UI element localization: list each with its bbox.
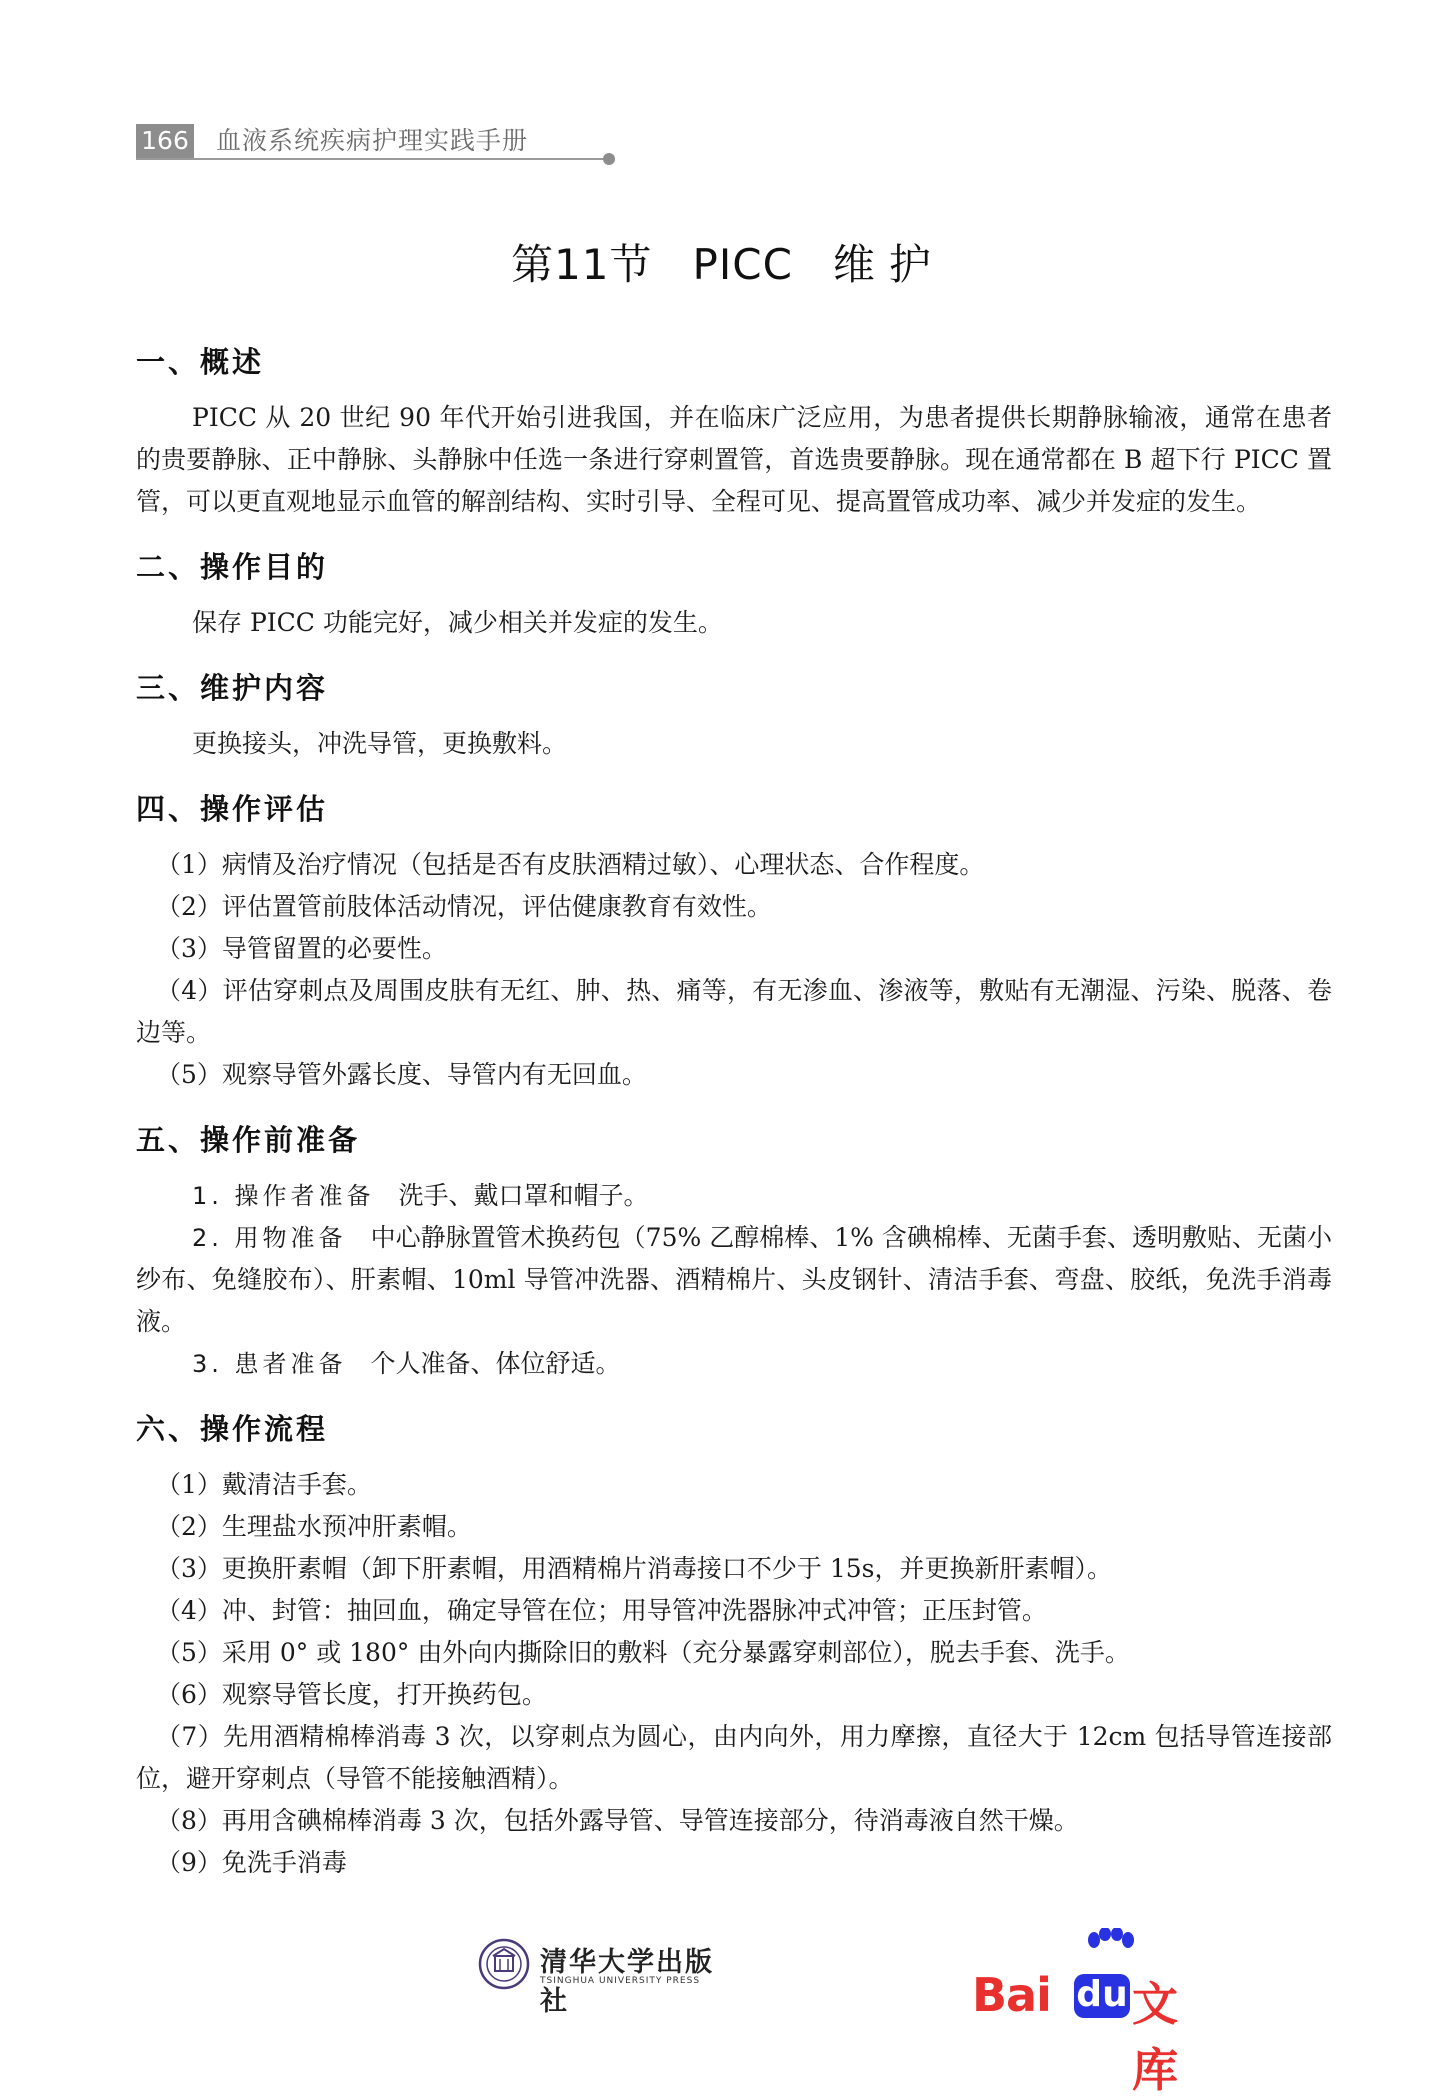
list-item-procedure-6: （6）观察导管长度，打开换药包。: [156, 1680, 547, 1709]
watermark-du: du: [1074, 1974, 1130, 2018]
list-item-procedure-8: （8）再用含碘棉棒消毒 3 次，包括外露导管、导管连接部分，待消毒液自然干燥。: [156, 1806, 1079, 1835]
book-title: 血液系统疾病护理实践手册: [216, 126, 529, 155]
list-item-procedure-2: （2）生理盐水预冲肝素帽。: [156, 1512, 472, 1541]
paragraph-overview: PICC 从 20 世纪 90 年代开始引进我国，并在临床广泛应用，为患者提供长期静脉输液，通常在患者的贵要静脉、正中静脉、头静脉中任选一条进行穿刺置管，首选贵要静脉。现在通常都在 B 超下行 PICC 置管，可以更直观地显示血管的解剖结构、实时引导、全程可见、提高置管成功率、减少并发症的发生。: [136, 403, 1332, 516]
section-title: [0, 232, 1456, 292]
publisher-english-name: TSINGHUA UNIVERSITY PRESS: [540, 1976, 701, 1986]
section-name: 维护: [832, 240, 945, 289]
list-item-assessment-1: （1）病情及治疗情况（包括是否有皮肤酒精过敏）、心理状态、合作程度。: [156, 850, 985, 879]
list-item-procedure-4: （4）冲、封管：抽回血，确定导管在位；用导管冲洗器脉冲式冲管；正压封管。: [156, 1596, 1047, 1625]
watermark-bai: Bai: [972, 1968, 1051, 2022]
prep-label: 3. 患者准备: [192, 1350, 347, 1378]
paragraph-maintenance-content: 更换接头，冲洗导管，更换敷料。: [192, 729, 568, 758]
watermark-wenku: 文库: [1132, 1977, 1178, 2097]
list-item-procedure-9: （9）免洗手消毒: [156, 1848, 347, 1877]
section-code: PICC: [692, 240, 793, 289]
page-number: 166: [136, 124, 194, 158]
baidu-wenku-watermark: [972, 1928, 1212, 2097]
document-body: [136, 340, 1332, 1884]
list-item-assessment-5: （5）观察导管外露长度、导管内有无回血。: [156, 1060, 647, 1089]
heading-overview: 一、概述: [136, 345, 265, 379]
prep-text: 个人准备、体位舒适。: [370, 1349, 621, 1378]
list-item-assessment-3: （3）导管留置的必要性。: [156, 934, 447, 963]
header-rule: [136, 158, 608, 160]
list-item-procedure-1: （1）戴清洁手套。: [156, 1470, 372, 1499]
heading-purpose: 二、操作目的: [136, 550, 329, 584]
header-dot: [603, 153, 615, 165]
prep-label: 1. 操作者准备: [192, 1182, 375, 1210]
prep-label: 2. 用物准备: [192, 1224, 347, 1252]
paragraph-purpose: 保存 PICC 功能完好，减少相关并发症的发生。: [192, 608, 723, 637]
university-seal-icon: [478, 1938, 530, 1990]
list-item-procedure-5: （5）采用 0° 或 180° 由外向内撕除旧的敷料（充分暴露穿刺部位），脱去手套、洗手。: [156, 1638, 1130, 1667]
heading-preparation: 五、操作前准备: [136, 1123, 361, 1157]
running-header: [136, 124, 616, 158]
list-item-procedure-7: （7）先用酒精棉棒消毒 3 次，以穿刺点为圆心，由内向外，用力摩擦，直径大于 12cm 包括导管连接部位，避开穿刺点（导管不能接触酒精）。: [136, 1722, 1332, 1793]
paw-icon: [1082, 1928, 1138, 1972]
list-item-assessment-4: （4）评估穿刺点及周围皮肤有无红、肿、热、痛等，有无渗血、渗液等，敷贴有无潮湿、污染、脱落、卷边等。: [136, 976, 1332, 1047]
list-item-assessment-2: （2）评估置管前肢体活动情况，评估健康教育有效性。: [156, 892, 772, 921]
section-number: 第11节: [511, 240, 653, 289]
prep-item-operator: [136, 1175, 1332, 1217]
publisher-name: 清华大学出版社: [540, 1947, 714, 2017]
heading-assessment: 四、操作评估: [136, 792, 329, 826]
heading-procedure: 六、操作流程: [136, 1412, 329, 1446]
heading-maintenance-content: 三、维护内容: [136, 671, 329, 705]
publisher-logo: [478, 1938, 738, 2017]
prep-text: 中心静脉置管术换药包（75% 乙醇棉棒、1% 含碘棉棒、无菌手套、透明敷贴、无菌小纱布、免缝胶布）、肝素帽、10ml 导管冲洗器、酒精棉片、头皮钢针、清洁手套、弯盘、胶纸，免洗手消毒液。: [136, 1223, 1333, 1336]
prep-item-patient: [136, 1343, 1332, 1385]
prep-item-supplies: [136, 1217, 1332, 1343]
prep-text: 洗手、戴口罩和帽子。: [398, 1181, 649, 1210]
list-item-procedure-3: （3）更换肝素帽（卸下肝素帽，用酒精棉片消毒接口不少于 15s，并更换新肝素帽）。: [156, 1554, 1112, 1583]
